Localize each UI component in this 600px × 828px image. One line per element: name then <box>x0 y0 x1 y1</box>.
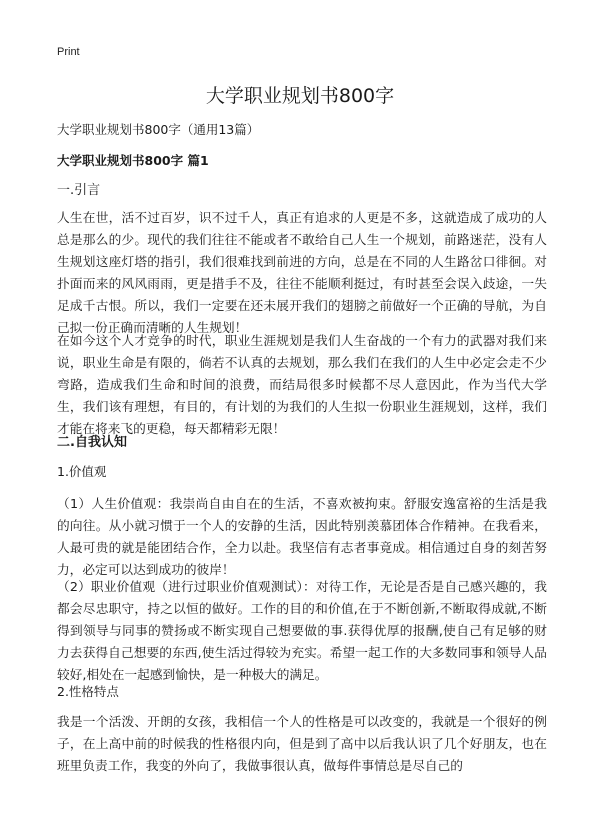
document-subtitle: 大学职业规划书800字（通用13篇） <box>57 122 260 137</box>
values-paragraph-1: （1）人生价值观：我崇尚自由自在的生活，不喜欢被拘束。舒服安逸富裕的生活是我的向往。从小就习惯于一个人的安静的生活，因此特别羡慕团体合作精神。在我看来，人最可贵的就是能团结合作，全力以赴。我坚信有志者事竟成。相信通过自身的刻苦努力，必定可以达到成功的彼岸！ <box>57 496 547 577</box>
section-intro-heading: 一.引言 <box>57 183 101 198</box>
personality-paragraph: 我是一个活泼、开朗的女孩，我相信一个人的性格是可以改变的，我就是一个很好的例子，在上高中前的时候我的性格很内向，但是到了高中以后我认识了几个好朋友，也在班里负责工作，我变的外向了，我做事很认真，做每件事情总是尽自己的 <box>57 714 547 773</box>
document-title: 大学职业规划书800字 <box>205 85 395 107</box>
section-self-heading: 二.自我认知 <box>57 435 127 450</box>
values-subheading: 1.价值观 <box>57 464 107 479</box>
values-paragraph-2: （2）职业价值观（进行过职业价值观测试）：对待工作，无论是否是自己感兴趣的，我都会尽忠职守，持之以恒的做好。工作的目的和价值,在于不断创新,不断取得成就,不断得到领导与同事的赞扬或不断实现自己想要做的事.获得优厚的报酬,使自己有足够的财力去获得自己想要的东西,使生活过得较为充实。希望一起工作的大多数同事和领导人品较好,相处在一起感到愉快，是一种极大的满足。 <box>57 579 547 682</box>
print-link[interactable]: Print <box>57 46 80 58</box>
piece-heading: 大学职业规划书800字 篇1 <box>57 153 209 168</box>
personality-subheading: 2.性格特点 <box>57 684 119 699</box>
intro-paragraph-2: 在如今这个人才竞争的时代，职业生涯规划是我们人生奋战的一个有力的武器对我们来说，职业生命是有限的，倘若不认真的去规划，那么我们在我们的人生中必定会走不少弯路，造成我们生命和时间的浪费，而结局很多时候都不尽人意因此，作为当代大学生，我们该有理想，有目的，有计划的为我们的人生拟一份职业生涯规划，这样，我们才能在将来飞的更稳，每天都精彩无限！ <box>57 333 547 436</box>
intro-paragraph-1: 人生在世，活不过百岁，识不过千人，真正有追求的人更是不多，这就造成了成功的人总是那么的少。现代的我们往往不能或者不敢给自己人生一个规划，前路迷茫，没有人生规划这座灯塔的指引，我们很难找到前进的方向，总是在不同的人生路岔口徘徊。对扑面而来的风风雨雨，更是措手不及，往往不能顺利挺过，有时甚至会误入歧途，一失足成千古恨。所以，我们一定要在还未展开我们的翅膀之前做好一个正确的导航，为自己拟一份正确而清晰的人生规划！ <box>57 210 547 335</box>
